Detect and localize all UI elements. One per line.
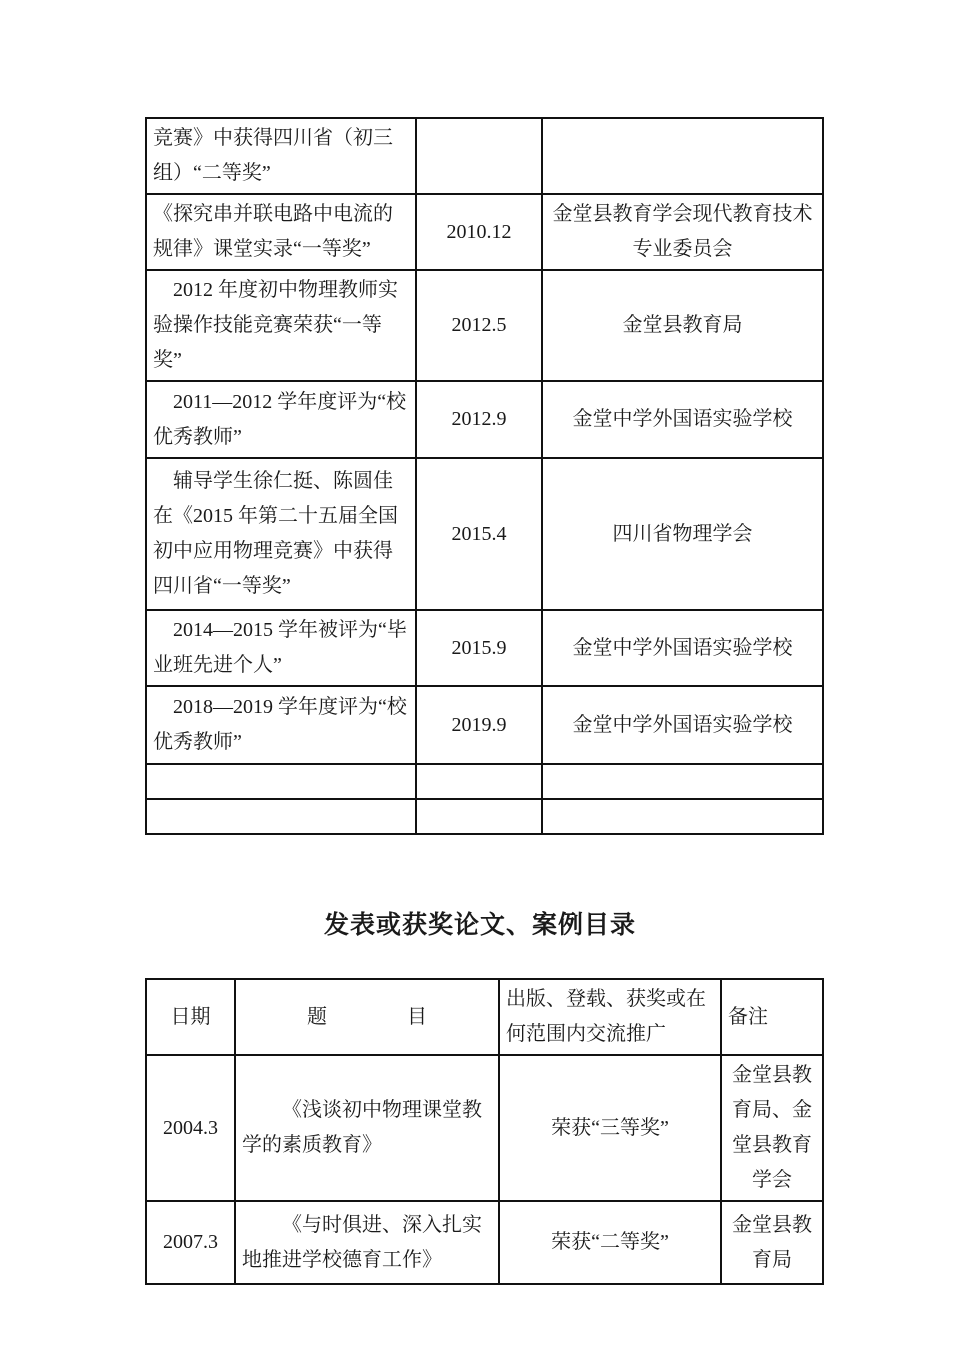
award-date-cell: 2012.9: [416, 381, 542, 458]
table-row: [146, 610, 823, 686]
award-title-cell: 2012 年度初中物理教师实验操作技能竞赛荣获“一等奖”: [146, 270, 416, 381]
paper-note-cell: 金堂县教育局、金堂县教育学会: [721, 1055, 823, 1201]
award-org-cell: 金堂中学外国语实验学校: [542, 686, 823, 764]
header-publication: 出版、登载、获奖或在何范围内交流推广: [499, 979, 721, 1055]
award-title-cell: [146, 799, 416, 834]
award-org-cell: [542, 764, 823, 799]
paper-note-cell: 金堂县教育局: [721, 1201, 823, 1284]
award-org-cell: [542, 118, 823, 194]
paper-title-cell: 《浅谈初中物理课堂教学的素质教育》: [235, 1055, 499, 1201]
table-row: [146, 118, 823, 194]
award-date-cell: 2010.12: [416, 194, 542, 270]
table-header-row: [146, 979, 823, 1055]
table-row: [146, 270, 823, 381]
table-row: [146, 1201, 823, 1284]
paper-publication-cell: 荣获“三等奖”: [499, 1055, 721, 1201]
award-org-cell: 金堂中学外国语实验学校: [542, 610, 823, 686]
award-date-cell: 2015.4: [416, 458, 542, 610]
header-note: 备注: [721, 979, 823, 1055]
award-date-cell: 2019.9: [416, 686, 542, 764]
paper-publication-cell: 荣获“二等奖”: [499, 1201, 721, 1284]
header-title: 题 目: [235, 979, 499, 1055]
award-org-cell: 四川省物理学会: [542, 458, 823, 610]
page-title: 发表或获奖论文、案例目录: [323, 912, 636, 939]
paper-title-cell: 《与时俱进、深入扎实地推进学校德育工作》: [235, 1201, 499, 1284]
award-org-cell: 金堂县教育学会现代教育技术专业委员会: [542, 194, 823, 270]
award-org-cell: 金堂中学外国语实验学校: [542, 381, 823, 458]
award-org-cell: 金堂县教育局: [542, 270, 823, 381]
header-date: 日期: [146, 979, 235, 1055]
award-title-cell: [146, 764, 416, 799]
paper-date-cell: 2007.3: [146, 1201, 235, 1284]
table-row: [146, 799, 823, 834]
award-title-cell: 2018—2019 学年度评为“校优秀教师”: [146, 686, 416, 764]
table-row: [146, 381, 823, 458]
award-org-cell: [542, 799, 823, 834]
table-row: [146, 1055, 823, 1201]
award-date-cell: [416, 118, 542, 194]
award-title-cell: 2011—2012 学年度评为“校优秀教师”: [146, 381, 416, 458]
table-row: [146, 686, 823, 764]
award-date-cell: 2012.5: [416, 270, 542, 381]
award-date-cell: [416, 764, 542, 799]
award-date-cell: 2015.9: [416, 610, 542, 686]
award-title-cell: 《探究串并联电路中电流的规律》课堂实录“一等奖”: [146, 194, 416, 270]
award-title-cell: 竞赛》中获得四川省（初三组）“二等奖”: [146, 118, 416, 194]
award-title-cell: 2014—2015 学年被评为“毕业班先进个人”: [146, 610, 416, 686]
paper-date-cell: 2004.3: [146, 1055, 235, 1201]
table-row: [146, 458, 823, 610]
table-row: [146, 764, 823, 799]
award-title-cell: 辅导学生徐仁挺、陈圆佳在《2015 年第二十五届全国初中应用物理竞赛》中获得四川省“一等奖”: [146, 458, 416, 610]
papers-table: [145, 978, 824, 1285]
table-row: [146, 194, 823, 270]
awards-table: [145, 117, 824, 835]
award-date-cell: [416, 799, 542, 834]
